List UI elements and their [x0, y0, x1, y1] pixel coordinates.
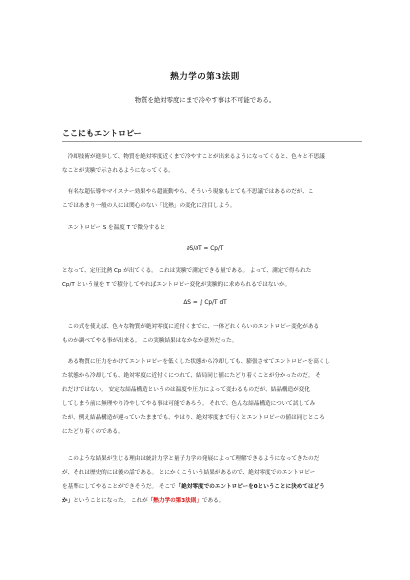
bold-text-run: 「絶対零度でのエントロピーを0ということに決めてはどう [175, 484, 325, 490]
text-run: を基準にしてやることができそうだ。 そこで [62, 484, 176, 490]
page-title: 熱力学の第3法則 [170, 72, 240, 82]
text-run: ということになった。 これが [73, 498, 148, 504]
paragraph-1 [62, 150, 362, 178]
paragraph-line: この式を使えば、色々な物質が絶対零度に近付くまでに、一体どれくらいのエントロピー変化がある [62, 324, 320, 330]
paragraph-line: 有名な超伝導やマイスナー効果やら超流動やら、そういう現象もとても不思議ではあるのだが、こ [62, 189, 314, 195]
text-run: である。 [201, 498, 225, 504]
paragraph-5 [62, 320, 362, 348]
equation-2: ΔS = ∫ Cp/T dT [183, 300, 227, 306]
paragraph-line: こではあまり一般の人には関心のない「比熱」の変化に注目しよう。 [62, 203, 236, 209]
paragraph-3 [62, 221, 362, 235]
paragraph-line: 冷却技術が進歩して、物質を絶対零度近くまで冷やすことが出来るようになってくると、色々と不思議 [62, 154, 325, 160]
paragraph-line: してしまう前に無理やり冷やしてやる事は可能であろう。 それで、色んな結晶構造について試してみ [62, 401, 316, 407]
paragraph-line: となって、定圧比熱 Cp が出てくる。 これは実験で測定できる量である。 よって、測定で得られた [62, 268, 312, 274]
section-divider [62, 141, 362, 142]
paragraph-line: ある物質に圧力をかけてエントロピーを低くした状態から冷却しても、膨張させてエントロピーを高くし [62, 359, 331, 365]
paragraph-line [62, 494, 362, 508]
paragraph-line: た状態から冷却しても、絶対零度に近付くにつれて、結局同じ値にたどり着くことが分かったのだ。 そ [62, 373, 321, 379]
bold-text-run: か」 [62, 498, 74, 504]
paragraph-line: このような結果が生じる理由は統計力学と量子力学の発展によって理解できるようになってきたのだ [62, 456, 320, 462]
paragraph-line: なことが実験で示されるようになってくる。 [62, 168, 174, 174]
paragraph-7 [62, 452, 362, 508]
paragraph-4 [62, 264, 362, 292]
paragraph-2 [62, 185, 362, 213]
page-subtitle: 物質を絶対零度にまで冷やす事は不可能である。 [134, 96, 276, 104]
paragraph-line: にたどり着くのである。 [62, 429, 124, 435]
paragraph-6 [62, 355, 362, 439]
paragraph-line: Cp/T という量を T で積分してやればエントロピー変化が実験的に求められるではないか。 [62, 282, 291, 288]
paragraph-line: が、それは歴史的には後の話である。 とにかくこういう結果があるので、絶対零度でのエントロピー [62, 470, 316, 476]
equation-1: ∂S/∂T = Cp/T [186, 246, 224, 252]
section-heading: ここにもエントロピー [62, 129, 142, 138]
highlighted-law-name: 「熱力学の第3法則」 [147, 498, 202, 504]
paragraph-line: たが、例え結晶構造が違っていたままでも、やはり、絶対零度まで行くとエントロピーの値は同じところ [62, 415, 325, 421]
paragraph-line: エントロピー S を温度 T で微分すると [62, 225, 166, 231]
paragraph-line [62, 480, 362, 494]
paragraph-line: ものか調べてやる事が出来る。 この実験結果はなかなか意外だった。 [62, 338, 238, 344]
paragraph-line: れだけではない。 安定な結晶構造というのは温度や圧力によって変わるものだが、結晶構造が変化 [62, 387, 310, 393]
